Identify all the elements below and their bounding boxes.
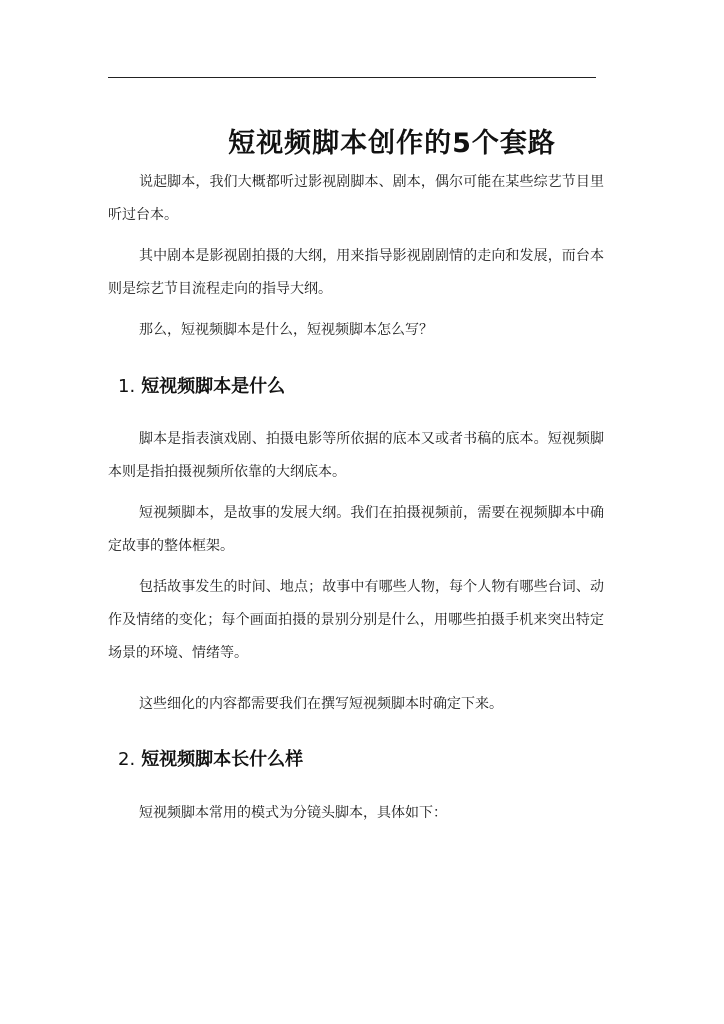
section-1-paragraph-2: 短视频脚本，是故事的发展大纲。我们在拍摄视频前，需要在视频脚本中确定故事的整体框架。 bbox=[108, 505, 604, 554]
section-1-heading bbox=[118, 372, 285, 402]
section-1-number: 1. bbox=[118, 376, 136, 397]
intro-paragraph-2: 其中剧本是影视剧拍摄的大纲，用来指导影视剧剧情的走向和发展，而台本则是综艺节目流程走向的指导大纲。 bbox=[108, 248, 604, 297]
section-2-number: 2. bbox=[118, 749, 136, 770]
section-1-paragraph-3: 包括故事发生的时间、地点；故事中有哪些人物，每个人物有哪些台词、动作及情绪的变化；每个画面拍摄的景别分别是什么，用哪些拍摄手机来突出特定场景的环境、情绪等。 bbox=[108, 579, 604, 661]
intro-paragraph-1: 说起脚本，我们大概都听过影视剧脚本、剧本，偶尔可能在某些综艺节目里听过台本。 bbox=[108, 174, 604, 223]
section-1-paragraph-4: 这些细化的内容都需要我们在撰写短视频脚本时确定下来。 bbox=[139, 696, 503, 712]
section-2-paragraph-1: 短视频脚本常用的模式为分镜头脚本，具体如下： bbox=[139, 805, 447, 821]
header-rule bbox=[108, 77, 596, 78]
section-1-title: 短视频脚本是什么 bbox=[141, 376, 286, 397]
document-title: 短视频脚本创作的5个套路 bbox=[228, 128, 556, 160]
section-1-paragraph-1: 脚本是指表演戏剧、拍摄电影等所依据的底本又或者书稿的底本。短视频脚本则是指拍摄视频所依靠的大纲底本。 bbox=[108, 431, 604, 480]
intro-paragraph-3: 那么，短视频脚本是什么，短视频脚本怎么写？ bbox=[139, 322, 433, 338]
section-2-heading bbox=[118, 745, 303, 775]
section-2-title: 短视频脚本长什么样 bbox=[141, 749, 304, 770]
